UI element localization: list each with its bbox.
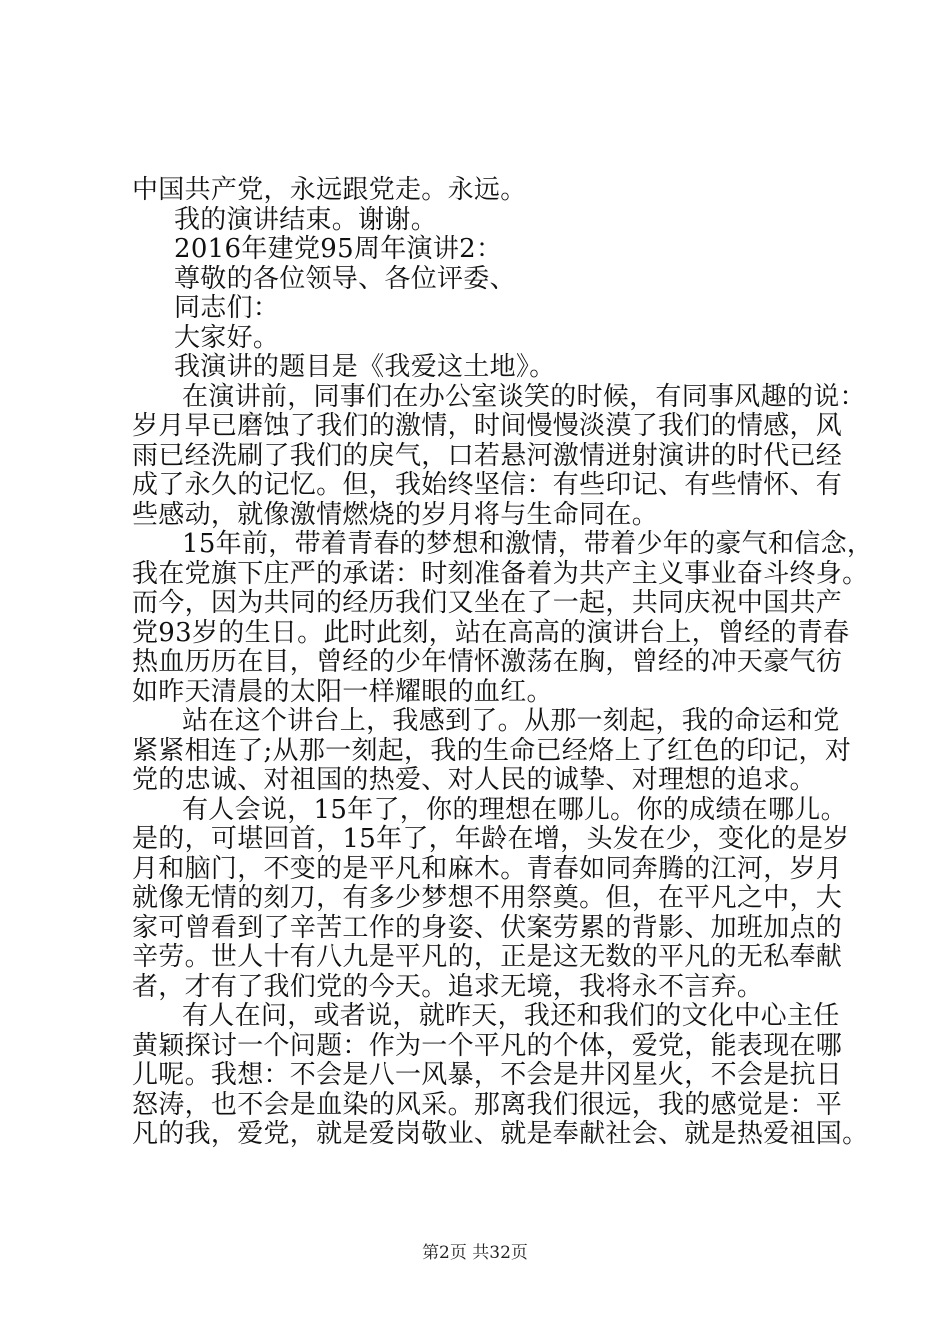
- text-line: 者，才有了我们党的今天。追求无境，我将永不言弃。: [132, 971, 764, 1002]
- text-line: 紧紧相连了;从那一刻起，我的生命已经烙上了红色的印记，对: [132, 735, 852, 766]
- text-line: 有人在问，或者说，就昨天，我还和我们的文化中心主任: [182, 1001, 840, 1031]
- text-line: 雨已经洗刷了我们的戾气，口若悬河激情迸射演讲的时代已经: [132, 440, 843, 471]
- text-line: 我演讲的题目是《我爱这土地》。: [174, 352, 556, 382]
- text-line: 党93岁的生日。此时此刻，站在高高的演讲台上，曾经的青春: [132, 617, 850, 648]
- body-text: [132, 175, 874, 1150]
- text-line: 辛劳。世人十有八九是平凡的，正是这无数的平凡的无私奉献: [132, 942, 843, 972]
- text-line: 就像无情的刻刀，有多少梦想不用祭奠。但，在平凡之中，大: [132, 883, 843, 913]
- text-line: 些感动，就像激情燃烧的岁月将与生命同在。: [132, 499, 659, 530]
- text-line: 怒涛，也不会是血染的风采。那离我们很远，我的感觉是：平: [132, 1089, 843, 1120]
- text-line: 站在这个讲台上，我感到了。从那一刻起，我的命运和党: [182, 706, 840, 736]
- text-line: 我在党旗下庄严的承诺：时刻准备着为共产主义事业奋斗终身。: [132, 558, 869, 589]
- page-indicator: 第2页 共32页: [422, 1243, 528, 1263]
- text-line: 15年前，带着青春的梦想和激情，带着少年的豪气和信念，: [182, 529, 874, 559]
- text-line: 月和脑门，不变的是平凡和麻木。青春如同奔腾的江河，岁月: [132, 853, 843, 884]
- text-line: 成了永久的记忆。但，我始终坚信：有些印记、有些情怀、有: [132, 470, 843, 500]
- text-line: 党的忠诚、对祖国的热爱、对人民的诚挚、对理想的追求。: [132, 765, 816, 795]
- text-line: 在演讲前，同事们在办公室谈笑的时候，有同事风趣的说：: [182, 381, 866, 412]
- text-line: 凡的我，爱党，就是爱岗敬业、就是奉献社会、就是热爱祖国。: [132, 1119, 869, 1149]
- text-line: 岁月早已磨蚀了我们的激情，时间慢慢淡漠了我们的情感，风: [132, 411, 843, 441]
- text-line: 中国共产党，永远跟党走。永远。: [132, 175, 527, 205]
- text-line: 热血历历在目，曾经的少年情怀激荡在胸，曾经的冲天豪气彷: [132, 647, 843, 677]
- text-line: 2016年建党95周年演讲2：: [174, 234, 503, 264]
- text-line: 大家好。: [174, 322, 280, 353]
- text-line: 黄颖探讨一个问题：作为一个平凡的个体，爱党，能表现在哪: [132, 1030, 843, 1061]
- text-line: 而今，因为共同的经历我们又坐在了一起，共同庆祝中国共产: [132, 588, 843, 618]
- text-line: 家可曾看到了辛苦工作的身姿、伏案劳累的背影、加班加点的: [132, 912, 843, 943]
- text-line: 儿呢。我想：不会是八一风暴，不会是井冈星火，不会是抗日: [132, 1060, 843, 1090]
- text-line: 我的演讲结束。谢谢。: [174, 204, 438, 235]
- page-footer: [0, 1242, 950, 1264]
- text-line: 如昨天清晨的太阳一样耀眼的血红。: [132, 676, 553, 707]
- text-line: 同志们：: [174, 293, 280, 323]
- text-line: 是的，可堪回首，15年了，年龄在增，头发在少，变化的是岁: [132, 824, 850, 854]
- text-line: 有人会说，15年了，你的理想在哪儿。你的成绩在哪儿。: [182, 794, 847, 825]
- text-line: 尊敬的各位领导、各位评委、: [174, 263, 516, 294]
